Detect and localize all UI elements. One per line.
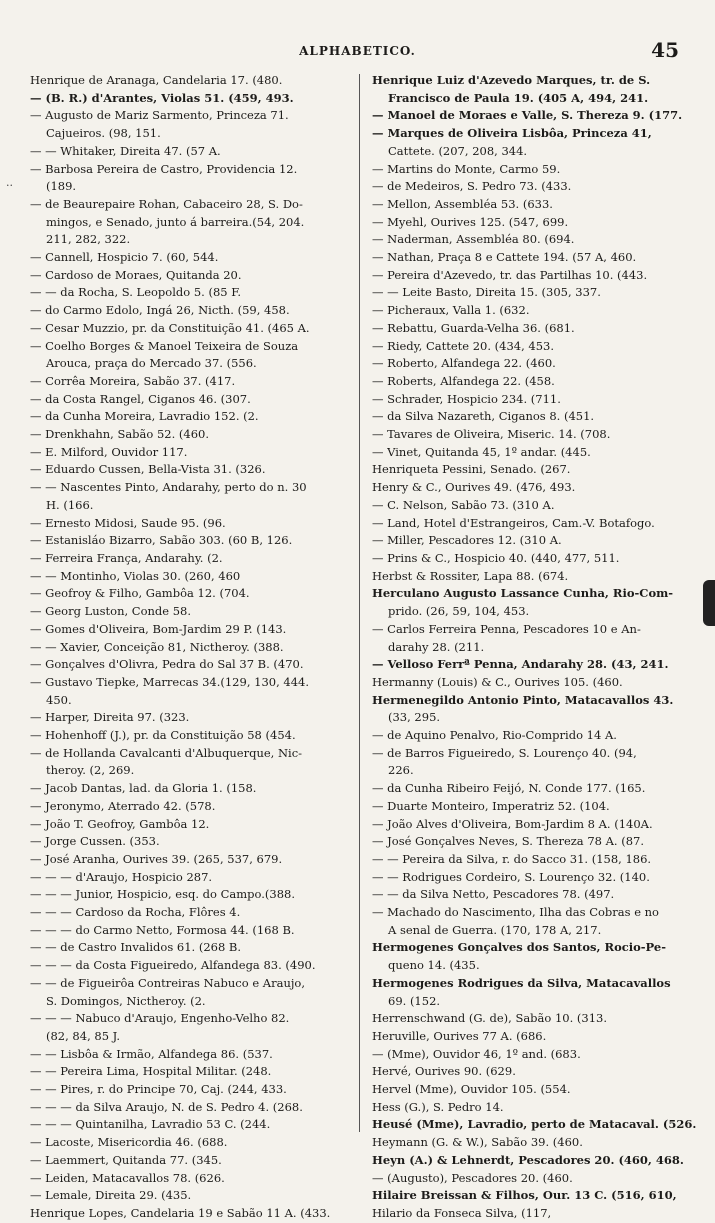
directory-entry-continuation: prido. (26, 59, 104, 453.: [388, 604, 530, 619]
directory-entry: — Leiden, Matacavallos 78. (626.: [30, 1170, 225, 1185]
directory-entry-continuation: 69. (152.: [388, 993, 441, 1008]
directory-entry: — (Augusto), Pescadores 20. (460.: [372, 1170, 573, 1185]
directory-entry: — Lemale, Direita 29. (435.: [30, 1188, 192, 1203]
directory-entry: Heruville, Ourives 77 A. (686.: [372, 1028, 547, 1043]
directory-entry: — Laemmert, Quitanda 77. (345.: [30, 1152, 222, 1167]
directory-entry: Henry & C., Ourives 49. (476, 493.: [372, 480, 576, 495]
right-column: [372, 72, 702, 1223]
directory-entry: — C. Nelson, Sabão 73. (310 A.: [372, 497, 555, 512]
directory-entry: — Duarte Monteiro, Imperatriz 52. (104.: [372, 798, 610, 813]
directory-entry: — Vinet, Quitanda 45, 1º andar. (445.: [372, 444, 591, 459]
directory-entry: — Miller, Pescadores 12. (310 A.: [372, 533, 562, 548]
running-title: ALPHABETICO.: [299, 44, 416, 58]
directory-entry: — Land, Hotel d'Estrangeiros, Cam.-V. Botafogo.: [372, 515, 655, 530]
directory-entry: — de Aquino Penalvo, Rio-Comprido 14 A.: [372, 728, 617, 743]
directory-entry-continuation: 211, 282, 322.: [46, 232, 131, 247]
directory-entry: — Augusto de Mariz Sarmento, Princeza 71.: [30, 108, 289, 123]
directory-entry: — (B. R.) d'Arantes, Violas 51. (459, 493.: [30, 90, 294, 105]
directory-entry-continuation: queno 14. (435.: [388, 958, 480, 973]
directory-entry-continuation: (189.: [46, 179, 77, 194]
directory-entry: — (Mme), Ouvidor 46, 1º and. (683.: [372, 1046, 581, 1061]
directory-entry-continuation: (33, 295.: [388, 710, 441, 725]
directory-entry: — — — Cardoso da Rocha, Flôres 4.: [30, 905, 241, 920]
directory-entry: — Machado do Nascimento, Ilha das Cobras e no: [372, 905, 659, 920]
directory-entry: — Nathan, Praça 8 e Cattete 194. (57 A, 460.: [372, 250, 637, 265]
directory-entry: — Pereira d'Azevedo, tr. das Partilhas 10. (443.: [372, 267, 648, 282]
directory-entry-continuation: (82, 84, 85 J.: [46, 1028, 121, 1043]
directory-entry: — — da Rocha, S. Leopoldo 5. (85 F.: [30, 285, 242, 300]
directory-entry: — Picheraux, Valla 1. (632.: [372, 303, 530, 318]
directory-entry: — Gonçalves d'Olivra, Pedra do Sal 37 B. (470.: [30, 657, 304, 672]
directory-entry: — — Leite Basto, Direita 15. (305, 337.: [372, 285, 601, 300]
directory-entry: — José Gonçalves Neves, S. Thereza 78 A. (87.: [372, 834, 645, 849]
directory-entry: — Cesar Muzzio, pr. da Constituição 41. (465 A.: [30, 320, 310, 335]
directory-entry: — Schrader, Hospicio 234. (711.: [372, 391, 561, 406]
directory-entry: Henrique Lopes, Candelaria 19 e Sabão 11 A. (433.: [30, 1206, 331, 1220]
directory-entry: Hermenegildo Antonio Pinto, Matacavallos 43.: [372, 692, 674, 707]
page-number: 45: [651, 38, 679, 62]
directory-entry: — — — d'Araujo, Hospicio 287.: [30, 869, 213, 884]
directory-entry: — José Aranha, Ourives 39. (265, 537, 679.: [30, 851, 283, 866]
directory-entry: — Georg Luston, Conde 58.: [30, 604, 192, 619]
directory-entry: — Marques de Oliveira Lisbôa, Princeza 41,: [372, 126, 652, 141]
directory-entry: — Naderman, Assembléa 80. (694.: [372, 232, 575, 247]
directory-entry: — — Lisbôa & Irmão, Alfandega 86. (537.: [30, 1046, 273, 1061]
directory-entry: — Riedy, Cattete 20. (434, 453.: [372, 338, 555, 353]
directory-entry: — Lacoste, Misericordia 46. (688.: [30, 1135, 228, 1150]
directory-entry: — — Nascentes Pinto, Andarahy, perto do n. 30: [30, 480, 307, 495]
directory-entry: Heymann (G. & W.), Sabão 39. (460.: [372, 1135, 583, 1150]
directory-entry: — Mellon, Assembléa 53. (633.: [372, 196, 553, 211]
page-header: [0, 38, 715, 68]
directory-entry: — Jacob Dantas, lad. da Gloria 1. (158.: [30, 781, 257, 796]
directory-entry: — — Pereira da Silva, r. do Sacco 31. (158, 186.: [372, 851, 652, 866]
directory-entry: — Roberts, Alfandega 22. (458.: [372, 373, 555, 388]
directory-entry: — Cannell, Hospicio 7. (60, 544.: [30, 250, 219, 265]
directory-entry: — E. Milford, Ouvidor 117.: [30, 444, 188, 459]
directory-entry: — de Medeiros, S. Pedro 73. (433.: [372, 179, 572, 194]
directory-entry: Herbst & Rossiter, Lapa 88. (674.: [372, 568, 569, 583]
directory-entry: — Prins & C., Hospicio 40. (440, 477, 511.: [372, 550, 620, 565]
directory-entry: — Manoel de Moraes e Valle, S. Thereza 9. (177.: [372, 108, 683, 123]
directory-entry-continuation: A senal de Guerra. (170, 178 A, 217.: [388, 922, 602, 937]
directory-entry: — Myehl, Ourives 125. (547, 699.: [372, 214, 569, 229]
directory-entry: — — Rodrigues Cordeiro, S. Lourenço 32. (140.: [372, 869, 650, 884]
directory-entry: Hermanny (Louis) & C., Ourives 105. (460.: [372, 674, 623, 689]
directory-entry: — Cardoso de Moraes, Quitanda 20.: [30, 267, 242, 282]
directory-entry: — Geofroy & Filho, Gambôa 12. (704.: [30, 586, 250, 601]
directory-entry: — — Pires, r. do Principe 70, Caj. (244, 433.: [30, 1082, 287, 1097]
directory-entry: Herrenschwand (G. de), Sabão 10. (313.: [372, 1011, 608, 1026]
column-divider: [359, 74, 360, 1132]
directory-entry: — Corrêa Moreira, Sabão 37. (417.: [30, 373, 236, 388]
directory-entry: Hervé, Ourives 90. (629.: [372, 1064, 516, 1079]
directory-entry: — de Hollanda Cavalcanti d'Albuquerque, Nic-: [30, 745, 303, 760]
directory-entry-continuation: Francisco de Paula 19. (405 A, 494, 241.: [388, 90, 649, 105]
directory-entry: — Harper, Direita 97. (323.: [30, 710, 190, 725]
directory-entry-continuation: Arouca, praça do Mercado 37. (556.: [46, 356, 257, 371]
directory-entry: — — Whitaker, Direita 47. (57 A.: [30, 143, 221, 158]
directory-entry: — — Xavier, Conceição 81, Nictheroy. (388.: [30, 639, 284, 654]
directory-entry: Hilaire Breissan & Filhos, Our. 13 C. (516, 610,: [372, 1188, 677, 1203]
directory-entry: — Rebattu, Guarda-Velha 36. (681.: [372, 320, 575, 335]
directory-entry: Heusé (Mme), Lavradio, perto de Matacaval. (526.: [372, 1117, 697, 1132]
directory-entry: — Gustavo Tiepke, Marrecas 34.(129, 130, 444.: [30, 674, 309, 689]
directory-entry: — Martins do Monte, Carmo 59.: [372, 161, 561, 176]
directory-entry: — João Alves d'Oliveira, Bom-Jardim 8 A. (140A.: [372, 816, 653, 831]
directory-entry: — Roberto, Alfandega 22. (460.: [372, 356, 556, 371]
directory-entry: — Coelho Borges & Manoel Teixeira de Souza: [30, 338, 299, 353]
directory-entry: — Tavares de Oliveira, Miseric. 14. (708.: [372, 427, 611, 442]
directory-entry: — — de Castro Invalidos 61. (268 B.: [30, 940, 242, 955]
directory-entry-continuation: darahy 28. (211.: [388, 639, 485, 654]
page-edge-tab: [703, 580, 715, 626]
directory-entry: Hermogenes Gonçalves dos Santos, Rocio-Pe-: [372, 940, 666, 955]
directory-entry: — Ernesto Midosi, Saude 95. (96.: [30, 515, 226, 530]
directory-entry: — Ferreira França, Andarahy. (2.: [30, 550, 223, 565]
directory-entry: — — — Nabuco d'Araujo, Engenho-Velho 82.: [30, 1011, 290, 1026]
directory-entry: — da Cunha Ribeiro Feijó, N. Conde 177. (165.: [372, 781, 646, 796]
directory-entry: Henrique Luiz d'Azevedo Marques, tr. de S.: [372, 73, 651, 87]
directory-entry: — Barbosa Pereira de Castro, Providencia 12.: [30, 161, 298, 176]
directory-entry: — da Costa Rangel, Ciganos 46. (307.: [30, 391, 251, 406]
directory-entry: — — — do Carmo Netto, Formosa 44. (168 B.: [30, 922, 295, 937]
directory-entry: Herculano Augusto Lassance Cunha, Rio-Com-: [372, 586, 674, 601]
directory-entry: Hermogenes Rodrigues da Silva, Matacavallos: [372, 975, 671, 990]
directory-entry: Hess (G.), S. Pedro 14.: [372, 1099, 504, 1114]
directory-entry: — Jeronymo, Aterrado 42. (578.: [30, 798, 216, 813]
directory-entry: — de Barros Figueiredo, S. Lourenço 40. (94,: [372, 745, 637, 760]
directory-entry-continuation: Cajueiros. (98, 151.: [46, 126, 161, 141]
directory-entry: — — Pereira Lima, Hospital Militar. (248.: [30, 1064, 272, 1079]
left-column: [30, 72, 360, 1223]
directory-entry: — — de Figueirôa Contreiras Nabuco e Araujo,: [30, 975, 305, 990]
directory-entry: Heyn (A.) & Lehnerdt, Pescadores 20. (460, 468.: [372, 1152, 684, 1167]
margin-mark: ..: [6, 176, 13, 189]
directory-entry-continuation: theroy. (2, 269.: [46, 763, 135, 778]
directory-entry: — da Silva Nazareth, Ciganos 8. (451.: [372, 409, 595, 424]
directory-entry: — Carlos Ferreira Penna, Pescadores 10 e An-: [372, 621, 641, 636]
directory-entry: Hervel (Mme), Ouvidor 105. (554.: [372, 1082, 571, 1097]
directory-entry: Hilario da Fonseca Silva, (117,: [372, 1206, 552, 1220]
directory-entry: Henrique de Aranaga, Candelaria 17. (480.: [30, 73, 283, 87]
directory-entry: — Eduardo Cussen, Bella-Vista 31. (326.: [30, 462, 266, 477]
directory-entry: — — Montinho, Violas 30. (260, 460: [30, 568, 241, 583]
directory-entry: — do Carmo Edolo, Ingá 26, Nicth. (59, 458.: [30, 303, 290, 318]
directory-entry-continuation: 450.: [46, 692, 72, 707]
directory-entry: — João T. Geofroy, Gambôa 12.: [30, 816, 210, 831]
directory-entry: — — — da Costa Figueiredo, Alfandega 83. (490.: [30, 958, 316, 973]
directory-entry-continuation: mingos, e Senado, junto á barreira.(54, 204.: [46, 214, 305, 229]
directory-entry-continuation: 226.: [388, 763, 414, 778]
directory-entry: — Jorge Cussen. (353.: [30, 834, 160, 849]
directory-entry: Henriqueta Pessini, Senado. (267.: [372, 462, 571, 477]
directory-entry: — Drenkhahn, Sabão 52. (460.: [30, 427, 210, 442]
directory-entry: — — — Junior, Hospicio, esq. do Campo.(388.: [30, 887, 295, 902]
directory-entry-continuation: H. (166.: [46, 497, 94, 512]
directory-entry: — de Beaurepaire Rohan, Cabaceiro 28, S. Do-: [30, 196, 303, 211]
directory-entry: — Hohenhoff (J.), pr. da Constituição 58 (454.: [30, 728, 296, 743]
directory-entry-continuation: S. Domingos, Nictheroy. (2.: [46, 993, 206, 1008]
directory-entry: — Gomes d'Oliveira, Bom-Jardim 29 P. (143.: [30, 621, 287, 636]
directory-entry-continuation: Cattete. (207, 208, 344.: [388, 143, 528, 158]
directory-entry: — Estanisláo Bizarro, Sabão 303. (60 B, 126.: [30, 533, 293, 548]
directory-entry: — — — da Silva Araujo, N. de S. Pedro 4. (268.: [30, 1099, 303, 1114]
directory-entry: — Velloso Ferrª Penna, Andarahy 28. (43, 241.: [372, 657, 669, 672]
directory-entry: — — da Silva Netto, Pescadores 78. (497.: [372, 887, 615, 902]
directory-entry: — — — Quintanilha, Lavradio 53 C. (244.: [30, 1117, 271, 1132]
directory-entry: — da Cunha Moreira, Lavradio 152. (2.: [30, 409, 259, 424]
